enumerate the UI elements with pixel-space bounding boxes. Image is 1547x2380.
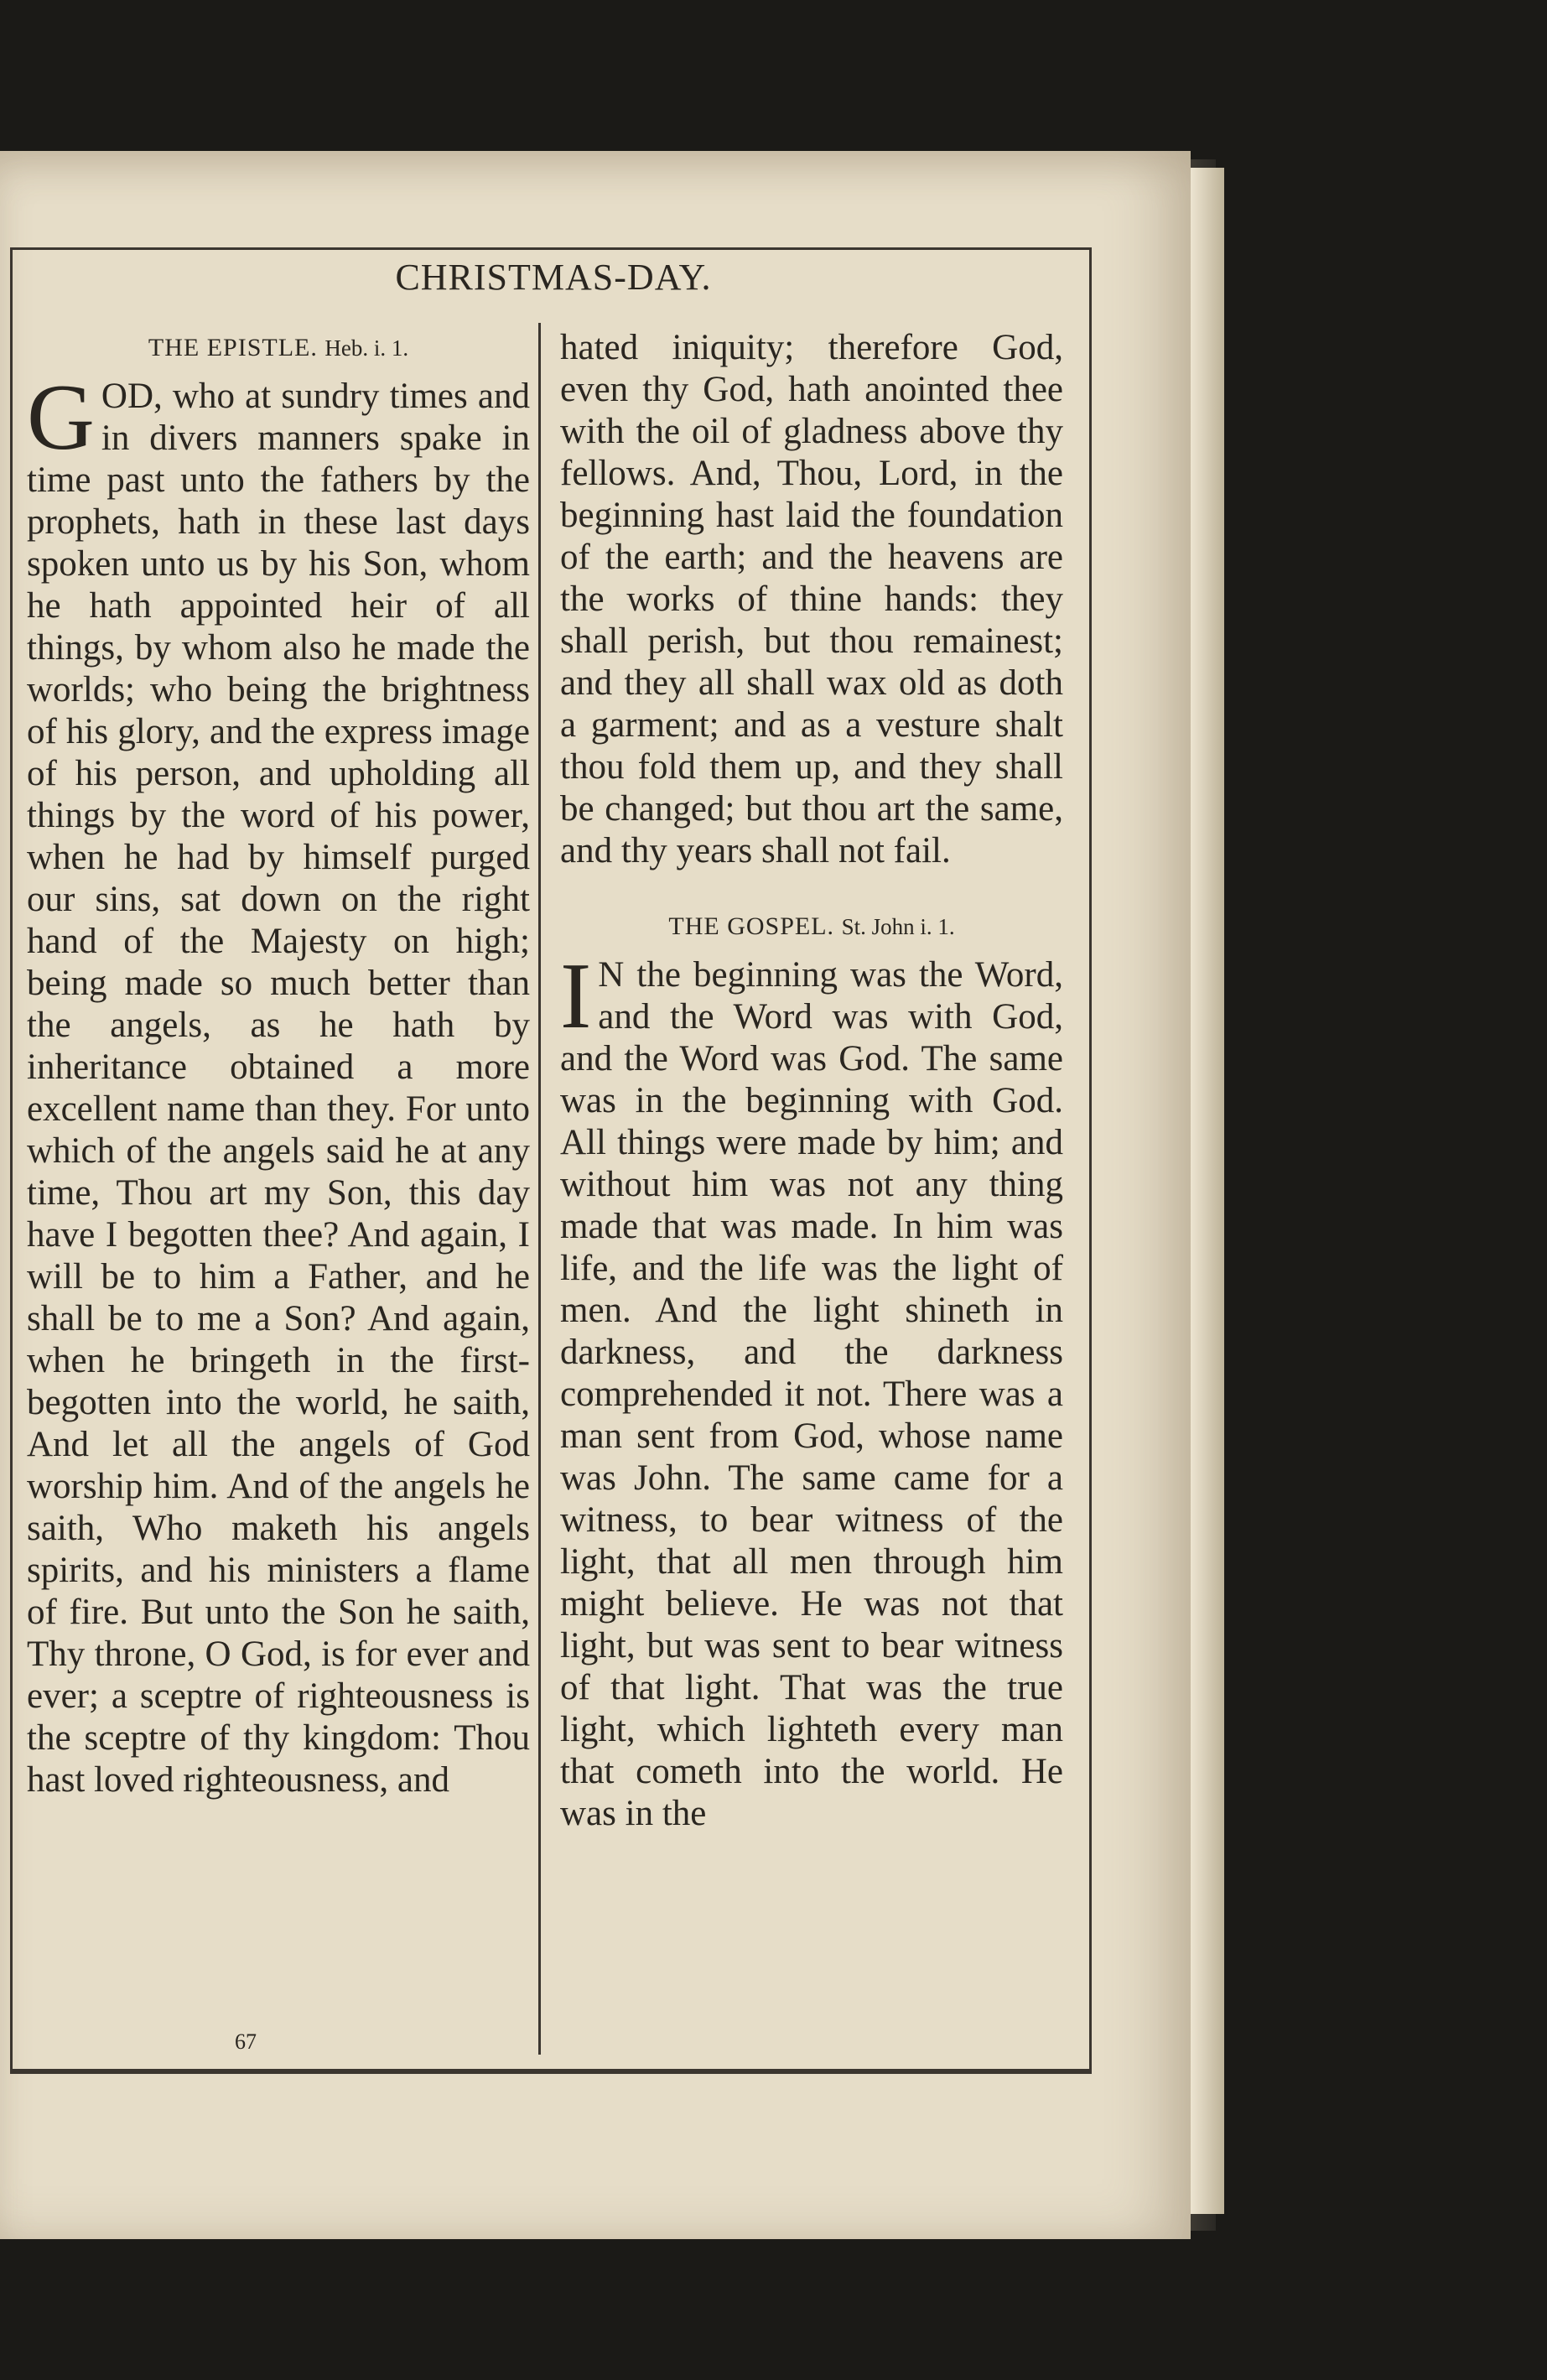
epistle-heading-label: THE EPISTLE. <box>148 334 318 361</box>
bottom-rule <box>10 2071 1092 2074</box>
gospel-paragraph <box>560 944 1063 1835</box>
left-column <box>27 327 530 1801</box>
page-number: 67 <box>235 2029 257 2054</box>
epistle-paragraph <box>27 366 530 1801</box>
right-column <box>560 327 1063 1835</box>
epistle-dropcap: G <box>27 366 95 470</box>
column-divider <box>538 323 541 2055</box>
gospel-reference: St. John i. 1. <box>841 914 955 939</box>
gospel-heading-label: THE GOSPEL. <box>668 912 835 940</box>
gospel-text: N the beginning was the Word, and the Word was with God, and the Word was God. The same was in the beginning with God. All things were made by him; and without him was not any thing made that was made. In him was life, and the life was the light of men. And the light shineth in darkness, and the darkness comprehended it not. There was a man sent from God, whose name was John. The same came for a witness, to bear witness of the light, that all men through him might believe. He was not that light, but was sent to bear witness of that light. That was the true light, which lighteth every man that cometh into the world. He was in the <box>560 955 1063 1833</box>
book-page <box>0 151 1191 2239</box>
epistle-heading <box>27 327 530 369</box>
page-title: CHRISTMAS-DAY. <box>395 257 712 298</box>
epistle-continuation: hated iniquity; therefore God, even thy God, hath anointed thee with the oil of gladness above thy fellows. And, Thou, Lord, in the beginning hast laid the foundation of the earth; and the heavens are the works of thine hands: they shall perish, but thou remainest; and they all shall wax old as doth a garment; and as a vesture shalt thou fold them up, and they shall be changed; but thou art the same, and thy years shall not fail. <box>560 328 1063 870</box>
epistle-reference: Heb. i. 1. <box>324 335 409 361</box>
gospel-heading <box>560 906 1063 948</box>
gospel-dropcap: I <box>560 944 592 1048</box>
section-gap <box>560 872 1063 906</box>
epistle-text: OD, who at sundry times and in divers manners spake in time past unto the fathers by the prophets, hath in these last days spoken unto us by his Son, whom he hath appointed heir of all things, by whom also he made the worlds; who being the brightness of his glory, and the express image of his person, and upholding all things by the word of his power, when he had by himself purged our sins, sat down on the right hand of the Majesty on high; being made so much better than the angels, as he hath by inheritance obtained a more excellent name than they. For unto which of the angels said he at any time, Thou art my Son, this day have I begotten thee? And again, I will be to him a Father, and he shall be to me a Son? And again, when he bringeth in the first-begotten into the world, he saith, And let all the angels of God worship him. And of the angels he saith, Who maketh his angels spirits, and his ministers a flame of fire. But unto the Son he saith, Thy throne, O God, is for ever and ever; a sceptre of righteousness is the sceptre of thy kingdom: Thou hast loved righteousness, and <box>27 377 530 1800</box>
